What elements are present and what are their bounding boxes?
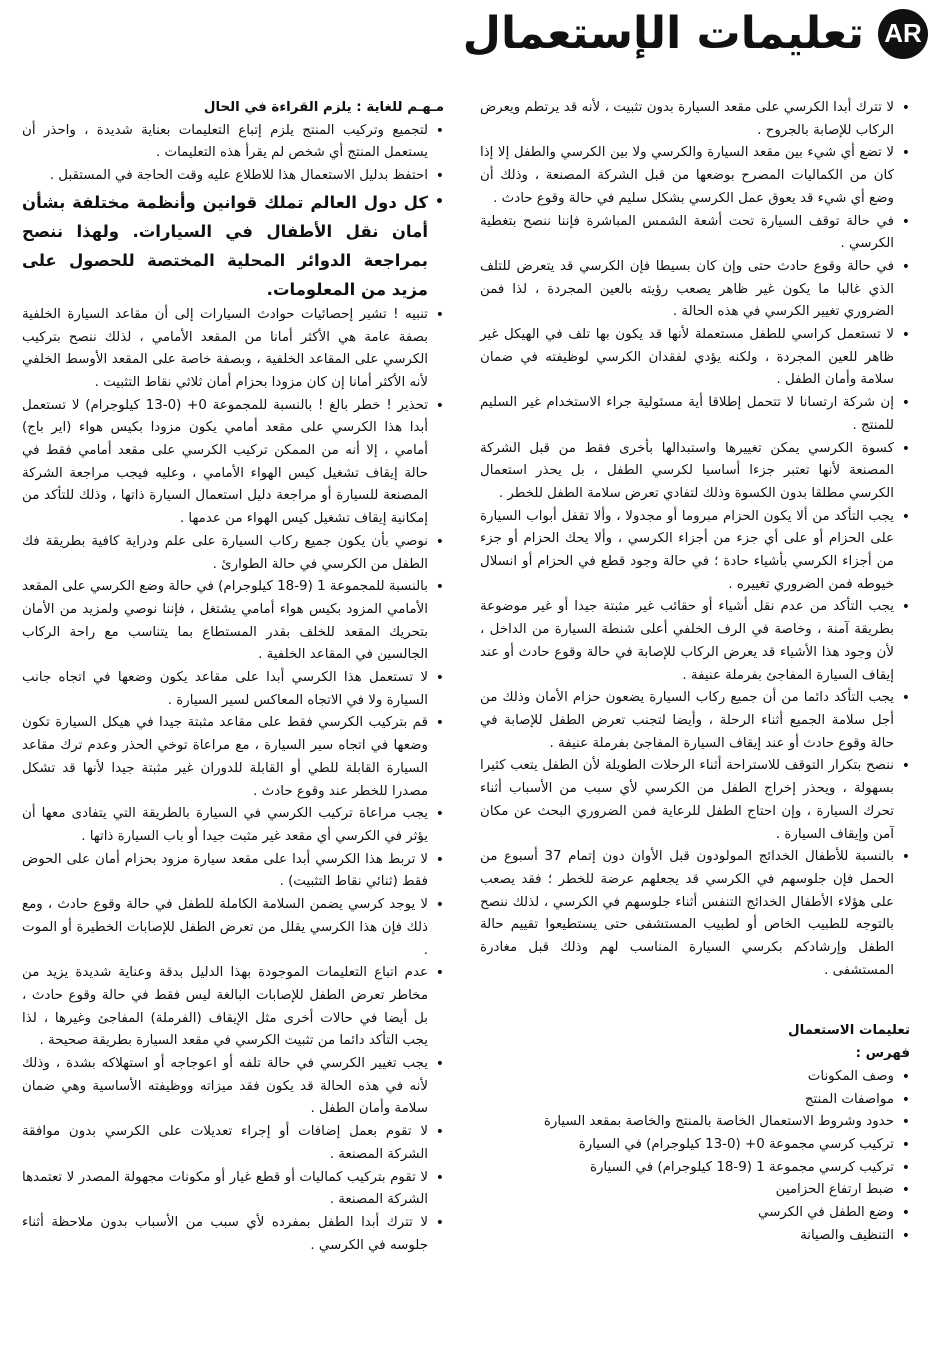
index-item: • ضبط ارتفاع الحزامين <box>480 1179 910 1202</box>
index-list <box>480 1066 910 1248</box>
list-item: • عدم اتباع التعليمات الموجودة بهذا الدليل بدقة وعناية شديدة يزيد من مخاطر تعرض الطفل للإصابات البالغة ليس فقط في حالة وقوع حادث ، بل أيضا في حالات أخرى مثل الإيقاف (الفرملة) المفاجئ وغيرها ، لذا يجب التأكد دائما من تثبيت الكرسي في مقعد السيارة بطريقة صحيحة . <box>22 962 444 1053</box>
list-item: • لتجميع وتركيب المنتج يلزم إتباع التعليمات بعناية شديدة ، واحذر أن يستعمل المنتج أي شخص لم يقرأ هذه التعليمات . <box>22 120 444 165</box>
list-item: • بالنسبة للمجموعة 1 (9-18 كيلوجرام) في حالة وضع الكرسي على المقعد الأمامي المزود بكيس هواء أمامي يشتغل ، فإننا نوصي ولمزيد من الأمان بتحريك المقعد للخلف بقدر المستطاع بما يتناسب مع راحة الركاب الجالسين في المقاعد الخلفية . <box>22 576 444 667</box>
index-item: • تركيب كرسي مجموعة 0+ (0-13 كيلوجرام) في السيارة <box>480 1134 910 1157</box>
list-item: • نوصي بأن يكون جميع ركاب السيارة على علم ودراية كافية بطريقة فك الطفل من الكرسي في حالة الطوارئ . <box>22 531 444 576</box>
list-item: • يجب التأكد دائما من أن جميع ركاب السيارة يضعون حزام الأمان وذلك من أجل سلامة الجميع أثناء الرحلة ، وأيضا لتجنب تعرض الطفل للإصابة في حالة وقوع حادث أو عند إيقاف السيارة المفاجئ بفرملة عنيفة . <box>480 687 910 755</box>
list-item: • ننصح بتكرار التوقف للاستراحة أثناء الرحلات الطويلة لأن الطفل يتعب كثيرا بسهولة ، ويحذر إخراج الطفل من الكرسي لأي سبب من الأسباب أثناء تحرك السيارة ، وإن احتاج الطفل للرعاية فمن الضروري البحث عن مكان آمن وإيقاف السيارة . <box>480 755 910 846</box>
language-badge-label: AR <box>884 18 922 48</box>
important-intro: مـهـم للغاية : يلزم القراءة في الحال <box>203 100 444 115</box>
list-item: • يجب التأكد من ألا يكون الحزام مبروما أو مجدولا ، وألا تقفل أبواب السيارة على الحزام أو على أي جزء من أجزاء الكرسي ، وألا يحك الحزام أو جزء من أجزاء الكرسي بأشياء حادة ؛ في حالة وجود قطع في الحزام أو انسلال خيوطه فمن الضروري تغييره . <box>480 506 910 597</box>
list-item: • قم بتركيب الكرسي فقط على مقاعد مثبتة جيدا في هيكل السيارة تكون وضعها في اتجاه سير السيارة ، مع مراعاة توخي الحذر وعدم ترك مقاعد السيارة القابلة للطي أو القابلة للدوران غير مثبتة جيدا لأنها قد تشكل مصدرا للخطر عند وقوع حادث . <box>22 712 444 803</box>
index-item: • تركيب كرسي مجموعة 1 (9-18 كيلوجرام) في السيارة <box>480 1157 910 1180</box>
list-item: • لا تستعمل هذا الكرسي أبدا على مقاعد يكون وضعها في اتجاه جانب السيارة ولا في الاتجاه المعاكس لسير السيارة . <box>22 667 444 712</box>
right-warnings-list <box>480 97 910 982</box>
list-item: • إن شركة ارتسانا لا تتحمل إطلاقا أية مسئولية جراء الاستخدام غير السليم للمنتج . <box>480 392 910 437</box>
list-item: • لا تترك أبدا الكرسي على مقعد السيارة بدون تثبيت ، لأنه قد يرتطم ويعرض الركاب للإصابة بالجروح . <box>480 97 910 142</box>
index-item: • وضع الطفل في الكرسي <box>480 1202 910 1225</box>
list-item: • في حالة توقف السيارة تحت أشعة الشمس المباشرة فإننا ننصح بتغطية الكرسي . <box>480 211 910 256</box>
list-item: • لا تقوم بعمل إضافات أو إجراء تعديلات على الكرسي بدون موافقة الشركة المصنعة . <box>22 1121 444 1166</box>
language-badge <box>878 9 928 59</box>
index-item: • مواصفات المنتج <box>480 1089 910 1112</box>
list-item: • يجب مراعاة تركيب الكرسي في السيارة بالطريقة التي يتفادى معها أن يؤثر في الكرسي أي مقعد غير مثبت جيدا أو باب السيارة ذاتها . <box>22 803 444 848</box>
laws-notice: • كل دول العالم تملك قوانين وأنظمة مختلفة بشأن أمان نقل الأطفال في السيارات. ولهذا ننصح بمراجعة الدوائر المحلية المختصة للحصول على مزيد من المعلومات. <box>22 188 444 304</box>
list-item: • لا يوجد كرسي يضمن السلامة الكاملة للطفل في حالة وقوع حادث ، ومع ذلك فإن هذا الكرسي يقلل من تعرض الطفل للإصابات الخطيرة أو الموت . <box>22 894 444 962</box>
page-header <box>463 8 928 59</box>
list-item: • لا تقوم بتركيب كماليات أو قطع غيار أو مكونات مجهولة المصدر لا تعتمدها الشركة المصنعة . <box>22 1167 444 1212</box>
right-column <box>480 97 910 1247</box>
left-warnings-list <box>22 120 444 1258</box>
page-title: تعليمات الإستعمال <box>462 8 864 59</box>
list-item: • لا تضع أي شيء بين مقعد السيارة والكرسي ولا بين الكرسي والطفل إلا إذا كان من الكماليات المصرح بوضعها من قبل الشركة المصنعة ، وذلك أن وضع أي شيء قد يعوق عمل الكرسي بشكل سليم في حالة وقوع حادث . <box>480 142 910 210</box>
list-item: • لا تستعمل كراسي للطفل مستعملة لأنها قد يكون بها تلف في الهيكل غير ظاهر للعين المجردة ، ولكنه يؤدي لفقدان الكرسي لوظيفته في ضمان سلامة وأمان الطفل . <box>480 324 910 392</box>
left-column <box>22 97 444 1257</box>
list-item: • تحذير ! خطر بالغ ! بالنسبة للمجموعة 0+ (0-13 كيلوجرام) لا تستعمل أبدا هذا الكرسي على مقعد أمامي يكون مزودا بكيس هواء (اير باج) أمامي ، إلا أنه من الممكن تركيب الكرسي على مقعد أمامي فقط في حالة إيقاف تشغيل كيس الهواء الأمامي ، وعليه فيجب مراجعة الشركة المصنعة للسيارة أو مراجعة دليل استعمال السيارة ذاتها ، وذلك للتأكد من إمكانية إيقاف تشغيل كيس الهواء من عدمها . <box>22 395 444 531</box>
list-item: • تنبيه ! تشير إحصائيات حوادث السيارات إلى أن مقاعد السيارة الخلفية بصفة عامة هي الأكثر أمانا من المقعد الأمامي ، لذلك ننصح بتركيب الكرسي على المقاعد الخلفية ، وبصفة خاصة على المقعد الأوسط الخلفي لأنه الأكثر أمانا إن كان مزودا بحزام أمان ثلاثي نقاط التثبيت . <box>22 304 444 395</box>
list-item: • احتفظ بدليل الاستعمال هذا للاطلاع عليه وقت الحاجة في المستقبل . <box>22 165 444 188</box>
index-item: • التنظيف والصيانة <box>480 1225 910 1248</box>
list-item: • يجب تغيير الكرسي في حالة تلفه أو اعوجاجه أو استهلاكه بشدة ، وذلك لأنه في هذه الحالة قد يكون فقد ميزاته ووظيفته الأساسية وهي ضمان سلامة وأمان الطفل . <box>22 1053 444 1121</box>
list-item: • كسوة الكرسي يمكن تغييرها واستبدالها بأخرى فقط من قبل الشركة المصنعة لأنها تعتبر جزءا أساسيا لكرسي الطفل ، بل يحذر استعمال الكرسي مطلقا بدون الكسوة وذلك لتفادي تعرض سلامة الطفل للخطر . <box>480 438 910 506</box>
list-item: • بالنسبة للأطفال الخدائج المولودون قبل الأوان دون إتمام 37 أسبوع من الحمل فإن جلوسهم في الكرسي قد يجعلهم عرضة للخطر ؛ فقد يصعب على هؤلاء الأطفال الخدائج التنفس أثناء جلوسهم في الكرسي ، لذلك ننصح بالتوجه للطبيب الخاص أو لطبيب المستشفى حتى يستطيعوا تقييم حالة الطفل وإرشادكم بكرسي السيارة المناسب لهم وذلك قبل مغادرة المستشفى . <box>480 846 910 982</box>
list-item: • يجب التأكد من عدم نقل أشياء أو حقائب غير مثبتة جيدا أو غير موضوعة بطريقة آمنة ، وخاصة في الرف الخلفي أعلى شنطة السيارة من الداخل ، لأن وجود هذا الأشياء قد يعرض الركاب للإصابة في حالة وقوع حادث أو عند إيقاف السيارة المفاجئ بفرملة عنيفة . <box>480 596 910 687</box>
list-item: • لا تترك أبدا الطفل بمفرده لأي سبب من الأسباب بدون ملاحظة أثناء جلوسه في الكرسي . <box>22 1212 444 1257</box>
index-item: • وصف المكونات <box>480 1066 910 1089</box>
list-item: • في حالة وقوع حادث حتى وإن كان بسيطا فإن الكرسي قد يتعرض للتلف الذي غالبا ما يكون غير ظاهر يصعب رؤيته بالعين المجردة ، لذا فمن الضروري تغيير الكرسي في هذه الحالة . <box>480 256 910 324</box>
index-heading: فهرس : <box>855 1046 910 1062</box>
instructions-heading: تعليمات الاستعمال <box>787 1023 910 1039</box>
list-item: • لا تربط هذا الكرسي أبدا على مقعد سيارة مزود بحزام أمان على الحوض فقط (ثنائي نقاط التثبيت) . <box>22 849 444 894</box>
index-item: • حدود وشروط الاستعمال الخاصة بالمنتج والخاصة بمقعد السيارة <box>480 1111 910 1134</box>
